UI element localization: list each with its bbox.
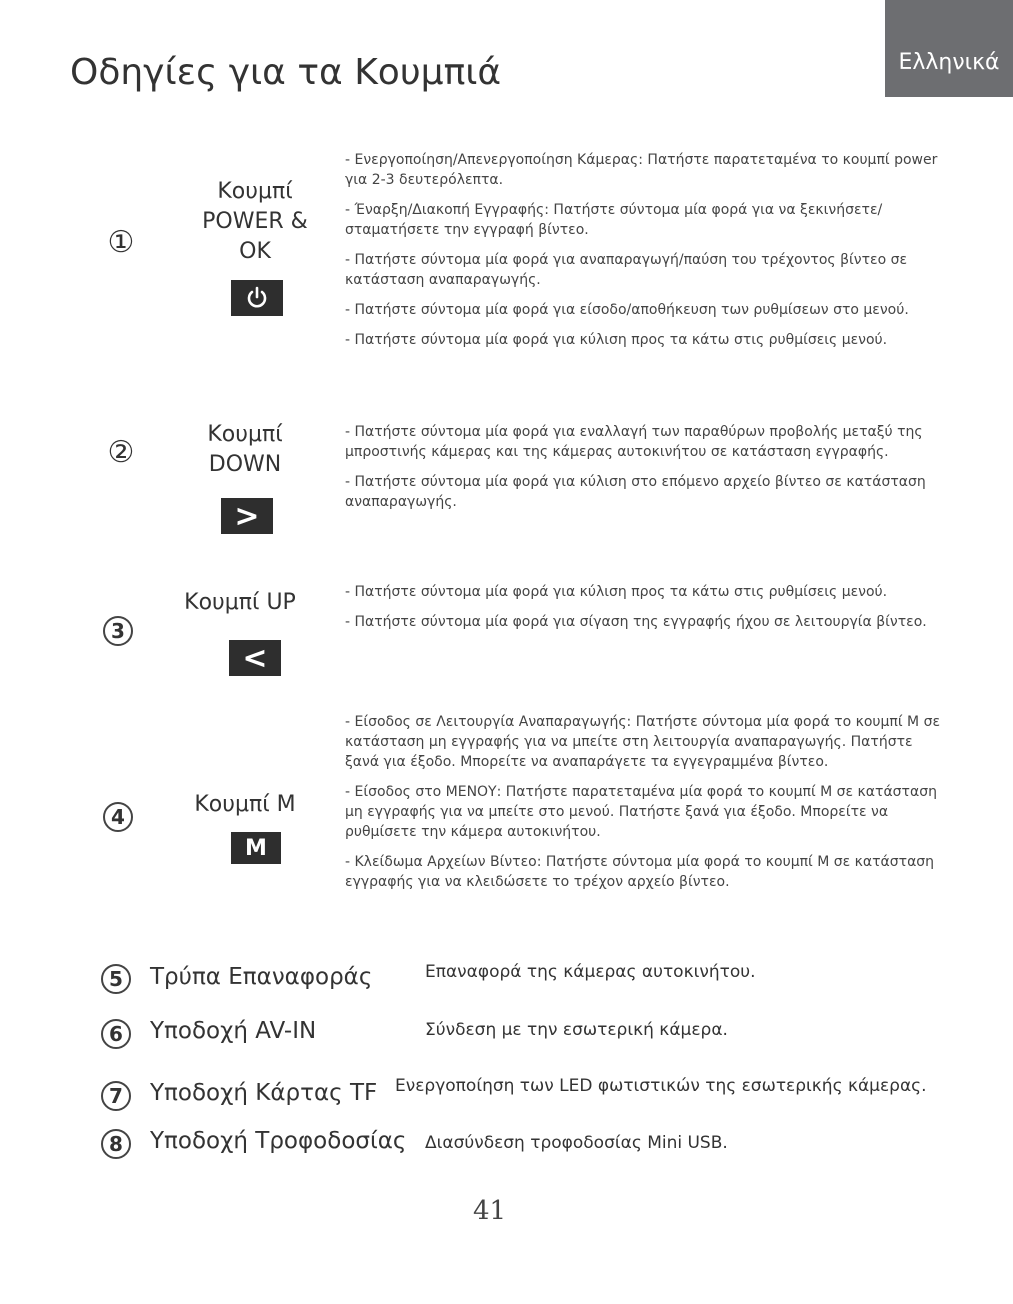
up-desc-1: - Πατήστε σύντομα μία φορά για κύλιση προς τα κάτω στις ρυθμίσεις μενού. — [345, 584, 888, 600]
number-1: ① — [107, 224, 135, 260]
power-socket-label: Υποδοχή Τροφοδοσίας — [150, 1128, 407, 1154]
power-ok-desc-3: - Πατήστε σύντομα μία φορά για αναπαραγωγή/παύση του τρέχοντος βίντεο σε κατάσταση αναπαραγωγής. — [345, 252, 908, 288]
up-key — [229, 640, 281, 676]
m-key-label: M — [245, 835, 267, 861]
down-key — [221, 498, 273, 534]
tf-card-label: Υποδοχή Κάρτας TF — [150, 1080, 378, 1106]
down-desc-2: - Πατήστε σύντομα μία φορά για κύλιση στο επόμενο αρχείο βίντεο σε κατάσταση αναπαραγωγής. — [345, 474, 926, 510]
m-button-name: Κουμπί M — [194, 792, 296, 817]
power-icon — [244, 285, 270, 311]
power-socket-desc: Διασύνδεση τροφοδοσίας Mini USB. — [425, 1133, 728, 1153]
page-number: 41 — [473, 1196, 507, 1226]
number-7: 7 — [101, 1081, 131, 1111]
down-descriptions — [345, 422, 945, 522]
power-ok-desc-5: - Πατήστε σύντομα μία φορά για κύλιση προς τα κάτω στις ρυθμίσεις μενού. — [345, 332, 888, 348]
m-desc-1: - Είσοδος σε Λειτουργία Αναπαραγωγής: Πατήστε σύντομα μία φορά το κουμπί M σε κατάσταση μη εγγραφής για να μπείτε στη λειτουργία αναπαραγωγής. Πατήστε ξανά για έξοδο. Μπορείτε να αναπαράγετε τα εγγεγραμμένα βίντεο. — [345, 714, 941, 770]
up-button-name: Κουμπί UP — [184, 590, 296, 615]
chevron-left-icon: < — [242, 640, 268, 676]
up-descriptions — [345, 582, 945, 642]
power-key — [231, 280, 283, 316]
down-button-name: Κουμπί DOWN — [207, 422, 283, 477]
reset-hole-label: Τρύπα Επαναφοράς — [150, 964, 373, 990]
number-2: ② — [107, 434, 135, 470]
number-6: 6 — [101, 1019, 131, 1049]
power-ok-desc-4: - Πατήστε σύντομα μία φορά για είσοδο/αποθήκευση των ρυθμίσεων στο μενού. — [345, 302, 909, 318]
number-4: 4 — [103, 802, 133, 832]
tf-card-desc: Ενεργοποίηση των LED φωτιστικών της εσωτερικής κάμερας. — [395, 1076, 927, 1096]
up-desc-2: - Πατήστε σύντομα μία φορά για σίγαση της εγγραφής ήχου σε λειτουργία βίντεο. — [345, 614, 927, 630]
m-desc-2: - Είσοδος στο ΜΕΝΟΥ: Πατήστε παρατεταμένα μία φορά το κουμπί M σε κατάσταση μη εγγραφής για να μπείτε στο μενού. Πατήστε ξανά για έξοδο. Μπορείτε να ρυθμίσετε την κάμερα αυτοκινήτου. — [345, 784, 937, 840]
av-in-label: Υποδοχή AV-IN — [150, 1018, 317, 1044]
page-title: Οδηγίες για τα Κουμπιά — [70, 52, 502, 93]
number-3: 3 — [103, 616, 133, 646]
m-key — [231, 832, 281, 864]
power-ok-button-name: Κουμπί POWER & OK — [202, 179, 308, 264]
power-ok-desc-1: - Ενεργοποίηση/Απενεργοποίηση Κάμερας: Πατήστε παρατεταμένα το κουμπί power για 2-3 δευτερόλεπτα. — [345, 152, 938, 188]
number-5: 5 — [101, 964, 131, 994]
av-in-desc: Σύνδεση με την εσωτερική κάμερα. — [425, 1020, 728, 1040]
reset-hole-desc: Επαναφορά της κάμερας αυτοκινήτου. — [425, 962, 756, 982]
m-descriptions — [345, 712, 945, 902]
chevron-right-icon: > — [234, 498, 260, 534]
m-desc-3: - Κλείδωμα Αρχείων Βίντεο: Πατήστε σύντομα μία φορά το κουμπί M σε κατάσταση εγγραφής για να κλειδώσετε το τρέχον αρχείο βίντεο. — [345, 854, 935, 890]
number-8: 8 — [101, 1129, 131, 1159]
power-ok-desc-2: - Έναρξη/Διακοπή Εγγραφής: Πατήστε σύντομα μία φορά για να ξεκινήσετε/σταματήσετε την εγγραφή βίντεο. — [345, 202, 883, 238]
power-ok-descriptions — [345, 150, 945, 360]
down-desc-1: - Πατήστε σύντομα μία φορά για εναλλαγή των παραθύρων προβολής μεταξύ της μπροστινής κάμερας και της κάμερας αυτοκινήτου σε κατάσταση εγγραφής. — [345, 424, 923, 460]
language-tab: Ελληνικά — [885, 0, 1013, 97]
